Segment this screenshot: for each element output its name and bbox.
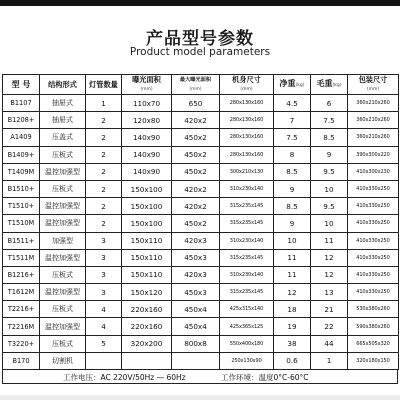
table-row bbox=[3, 352, 399, 369]
table-row bbox=[3, 266, 399, 283]
cell-exposure-area: 150x110 bbox=[122, 266, 172, 283]
header-exposure-area: 曝光面积 (mm) bbox=[122, 75, 172, 95]
cell-model: B1409+ bbox=[3, 146, 40, 163]
cell-net-weight: 11 bbox=[274, 266, 311, 283]
cell-gross-weight: 6 bbox=[311, 95, 348, 112]
header-structure: 结构形式 bbox=[40, 75, 86, 95]
cell-tubes: 2 bbox=[86, 146, 122, 163]
cell-exposure-area: 220x160 bbox=[122, 318, 172, 335]
cell-gross-weight: 9 bbox=[311, 146, 348, 163]
cell-structure: 压板式 bbox=[40, 301, 86, 318]
header-package-size: 包装尺寸 (mm) bbox=[348, 75, 399, 95]
cell-structure: 压板式 bbox=[40, 266, 86, 283]
cell-exposure-area: 120x80 bbox=[122, 112, 172, 129]
cell-package-size: 665x505x320 bbox=[348, 335, 399, 352]
cell-net-weight: 7.5 bbox=[274, 129, 311, 146]
cell-max-exposure: 420x2 bbox=[172, 198, 220, 215]
table-row bbox=[3, 198, 399, 215]
cell-max-exposure: 450x2 bbox=[172, 129, 220, 146]
cell-max-exposure: 450x3 bbox=[172, 249, 220, 266]
cell-body-size: 280x130x160 bbox=[220, 95, 274, 112]
cell-package-size: 530x380x260 bbox=[348, 301, 399, 318]
top-dark-bar bbox=[0, 0, 400, 6]
cell-package-size: 410x330x250 bbox=[348, 249, 399, 266]
cell-package-size: 590x380x260 bbox=[348, 318, 399, 335]
cell-structure: 切割机 bbox=[40, 352, 86, 369]
cell-net-weight: 12 bbox=[274, 284, 311, 301]
table-body bbox=[3, 95, 399, 370]
table-header-row bbox=[3, 75, 399, 95]
cell-net-weight: 8.5 bbox=[274, 163, 311, 180]
cell-tubes: 3 bbox=[86, 284, 122, 301]
header-tubes: 灯管数量 bbox=[86, 75, 122, 95]
cell-gross-weight: 12 bbox=[311, 266, 348, 283]
cell-max-exposure: 420x3 bbox=[172, 232, 220, 249]
cell-body-size: 315x235x145 bbox=[220, 249, 274, 266]
cell-body-size: 280x130x160 bbox=[220, 112, 274, 129]
cell-body-size: 315x235x145 bbox=[220, 198, 274, 215]
cell-structure: 温控加强型 bbox=[40, 318, 86, 335]
cell-net-weight: 19 bbox=[274, 318, 311, 335]
cell-max-exposure bbox=[172, 352, 220, 369]
cell-body-size: 250x130x90 bbox=[220, 352, 274, 369]
cell-exposure-area: 150x110 bbox=[122, 249, 172, 266]
cell-model: B170 bbox=[3, 352, 40, 369]
header-max-exposure: 最大曝光面积 (mm) bbox=[172, 75, 220, 95]
cell-model: A1409 bbox=[3, 129, 40, 146]
cell-model: T1510+ bbox=[3, 198, 40, 215]
cell-body-size: 310x230x140 bbox=[220, 232, 274, 249]
table-row bbox=[3, 146, 399, 163]
cell-body-size: 280x130x160 bbox=[220, 129, 274, 146]
page-subtitle: Product model parameters bbox=[129, 46, 271, 58]
cell-body-size: 315x235x145 bbox=[220, 284, 274, 301]
cell-exposure-area: 150x110 bbox=[122, 232, 172, 249]
cell-net-weight: 8 bbox=[274, 146, 311, 163]
cell-model: B1511+ bbox=[3, 232, 40, 249]
cell-exposure-area: 150x100 bbox=[122, 215, 172, 232]
cell-gross-weight: 44 bbox=[311, 335, 348, 352]
cell-net-weight: 18 bbox=[274, 301, 311, 318]
cell-structure: 压盖式 bbox=[40, 129, 86, 146]
cell-package-size: 360x210x260 bbox=[348, 95, 399, 112]
cell-model: B1510+ bbox=[3, 180, 40, 197]
table-footer bbox=[2, 370, 398, 384]
cell-gross-weight: 12 bbox=[311, 249, 348, 266]
cell-gross-weight: 10 bbox=[311, 180, 348, 197]
cell-net-weight: 10 bbox=[274, 232, 311, 249]
cell-gross-weight: 22 bbox=[311, 318, 348, 335]
cell-exposure-area: 220x160 bbox=[122, 301, 172, 318]
cell-net-weight: 4.5 bbox=[274, 95, 311, 112]
cell-exposure-area: 110x70 bbox=[122, 95, 172, 112]
cell-gross-weight: 13 bbox=[311, 284, 348, 301]
cell-gross-weight: 9.5 bbox=[311, 163, 348, 180]
cell-net-weight: 8.5 bbox=[274, 198, 311, 215]
cell-model: B1216+ bbox=[3, 266, 40, 283]
cell-tubes bbox=[86, 352, 122, 369]
cell-package-size: 410x330x250 bbox=[348, 284, 399, 301]
cell-structure: 压板式 bbox=[40, 335, 86, 352]
cell-structure: 压板式 bbox=[40, 146, 86, 163]
cell-tubes: 2 bbox=[86, 180, 122, 197]
header-gross-weight: 毛重(kg) bbox=[311, 75, 348, 95]
cell-package-size: 410x330x250 bbox=[348, 232, 399, 249]
table-row bbox=[3, 129, 399, 146]
cell-structure: 加强型 bbox=[40, 232, 86, 249]
cell-tubes: 4 bbox=[86, 318, 122, 335]
cell-exposure-area: 320x200 bbox=[122, 335, 172, 352]
table-row bbox=[3, 232, 399, 249]
table-row bbox=[3, 301, 399, 318]
spec-table bbox=[2, 74, 399, 370]
cell-net-weight: 9 bbox=[274, 180, 311, 197]
cell-exposure-area bbox=[122, 352, 172, 369]
cell-tubes: 5 bbox=[86, 335, 122, 352]
cell-body-size: 280x130x160 bbox=[220, 146, 274, 163]
cell-package-size: 320x180x150 bbox=[348, 352, 399, 369]
cell-body-size: 310x230x140 bbox=[220, 266, 274, 283]
cell-exposure-area: 150x100 bbox=[122, 180, 172, 197]
cell-structure: 温控加强型 bbox=[40, 284, 86, 301]
cell-tubes: 2 bbox=[86, 129, 122, 146]
cell-tubes: 2 bbox=[86, 215, 122, 232]
cell-body-size: 310x230x140 bbox=[220, 180, 274, 197]
cell-tubes: 2 bbox=[86, 112, 122, 129]
bottom-light-bar bbox=[0, 395, 400, 400]
cell-max-exposure: 420x3 bbox=[172, 266, 220, 283]
cell-exposure-area: 140x90 bbox=[122, 146, 172, 163]
cell-structure: 温控加强型 bbox=[40, 163, 86, 180]
cell-max-exposure: 420x2 bbox=[172, 112, 220, 129]
cell-exposure-area: 140x90 bbox=[122, 163, 172, 180]
cell-model: T1511M bbox=[3, 249, 40, 266]
cell-body-size: 315x235x145 bbox=[220, 215, 274, 232]
cell-package-size: 360x210x260 bbox=[348, 112, 399, 129]
cell-max-exposure: 420x2 bbox=[172, 180, 220, 197]
spec-table-container bbox=[2, 74, 398, 370]
cell-structure: 抽屉式 bbox=[40, 112, 86, 129]
table-row bbox=[3, 335, 399, 352]
table-row bbox=[3, 112, 399, 129]
cell-model: T1409M bbox=[3, 163, 40, 180]
cell-gross-weight: 10 bbox=[311, 215, 348, 232]
cell-structure: 温控加强型 bbox=[40, 249, 86, 266]
page-title: 产品型号参数 bbox=[146, 29, 254, 49]
header-model: 型 号 bbox=[3, 75, 40, 95]
cell-net-weight: 38 bbox=[274, 335, 311, 352]
cell-tubes: 3 bbox=[86, 249, 122, 266]
cell-net-weight: 9 bbox=[274, 215, 311, 232]
cell-tubes: 3 bbox=[86, 266, 122, 283]
cell-tubes: 4 bbox=[86, 301, 122, 318]
cell-package-size: 410x330x250 bbox=[348, 266, 399, 283]
cell-body-size: 425x315x140 bbox=[220, 301, 274, 318]
cell-net-weight: 7 bbox=[274, 112, 311, 129]
cell-net-weight: 11 bbox=[274, 249, 311, 266]
working-environment: 工作环境：温度0°C-60°C bbox=[221, 373, 309, 382]
cell-package-size: 390x300x220 bbox=[348, 146, 399, 163]
working-voltage: 工作电压：AC 220V/50Hz — 60Hz bbox=[63, 373, 186, 382]
header-net-weight: 净重(kg) bbox=[274, 75, 311, 95]
cell-tubes: 1 bbox=[86, 95, 122, 112]
cell-exposure-area: 150x120 bbox=[122, 284, 172, 301]
cell-tubes: 2 bbox=[86, 163, 122, 180]
table-row bbox=[3, 163, 399, 180]
cell-gross-weight: 9.5 bbox=[311, 198, 348, 215]
cell-model: T3220+ bbox=[3, 335, 40, 352]
cell-tubes: 3 bbox=[86, 232, 122, 249]
cell-max-exposure: 450x4 bbox=[172, 301, 220, 318]
cell-structure: 压板式 bbox=[40, 180, 86, 197]
cell-exposure-area: 150x100 bbox=[122, 198, 172, 215]
cell-max-exposure: 450x2 bbox=[172, 215, 220, 232]
cell-structure: 抽屉式 bbox=[40, 95, 86, 112]
cell-max-exposure: 450x2 bbox=[172, 146, 220, 163]
cell-max-exposure: 650 bbox=[172, 95, 220, 112]
table-row bbox=[3, 318, 399, 335]
cell-max-exposure: 450x2 bbox=[172, 163, 220, 180]
cell-package-size: 410x330x250 bbox=[348, 198, 399, 215]
cell-structure: 温控加强型 bbox=[40, 215, 86, 232]
cell-model: B1107 bbox=[3, 95, 40, 112]
cell-body-size: 425x365x125 bbox=[220, 318, 274, 335]
cell-exposure-area: 140x90 bbox=[122, 129, 172, 146]
cell-model: T2216+ bbox=[3, 301, 40, 318]
cell-model: B1208+ bbox=[3, 112, 40, 129]
cell-gross-weight: 21 bbox=[311, 301, 348, 318]
cell-package-size: 410x330x250 bbox=[348, 215, 399, 232]
cell-package-size: 360x210x260 bbox=[348, 129, 399, 146]
cell-gross-weight: 8.5 bbox=[311, 129, 348, 146]
cell-max-exposure: 450x4 bbox=[172, 318, 220, 335]
cell-model: T2216M bbox=[3, 318, 40, 335]
cell-model: T1612M bbox=[3, 284, 40, 301]
cell-net-weight: 0.6 bbox=[274, 352, 311, 369]
cell-package-size: 410x300x230 bbox=[348, 163, 399, 180]
cell-tubes: 2 bbox=[86, 198, 122, 215]
table-row bbox=[3, 215, 399, 232]
cell-max-exposure: 800x8 bbox=[172, 335, 220, 352]
cell-body-size: 300x210x130 bbox=[220, 163, 274, 180]
cell-gross-weight: 11 bbox=[311, 232, 348, 249]
cell-gross-weight: 7.5 bbox=[311, 112, 348, 129]
header-body-size: 机身尺寸 (mm) bbox=[220, 75, 274, 95]
table-row bbox=[3, 180, 399, 197]
cell-gross-weight: 1 bbox=[311, 352, 348, 369]
cell-package-size: 410x330x250 bbox=[348, 180, 399, 197]
cell-model: T1510M bbox=[3, 215, 40, 232]
cell-body-size: 550x400x180 bbox=[220, 335, 274, 352]
cell-structure: 温控加强型 bbox=[40, 198, 86, 215]
table-row bbox=[3, 249, 399, 266]
table-row bbox=[3, 95, 399, 112]
table-row bbox=[3, 284, 399, 301]
cell-max-exposure: 450x3 bbox=[172, 284, 220, 301]
